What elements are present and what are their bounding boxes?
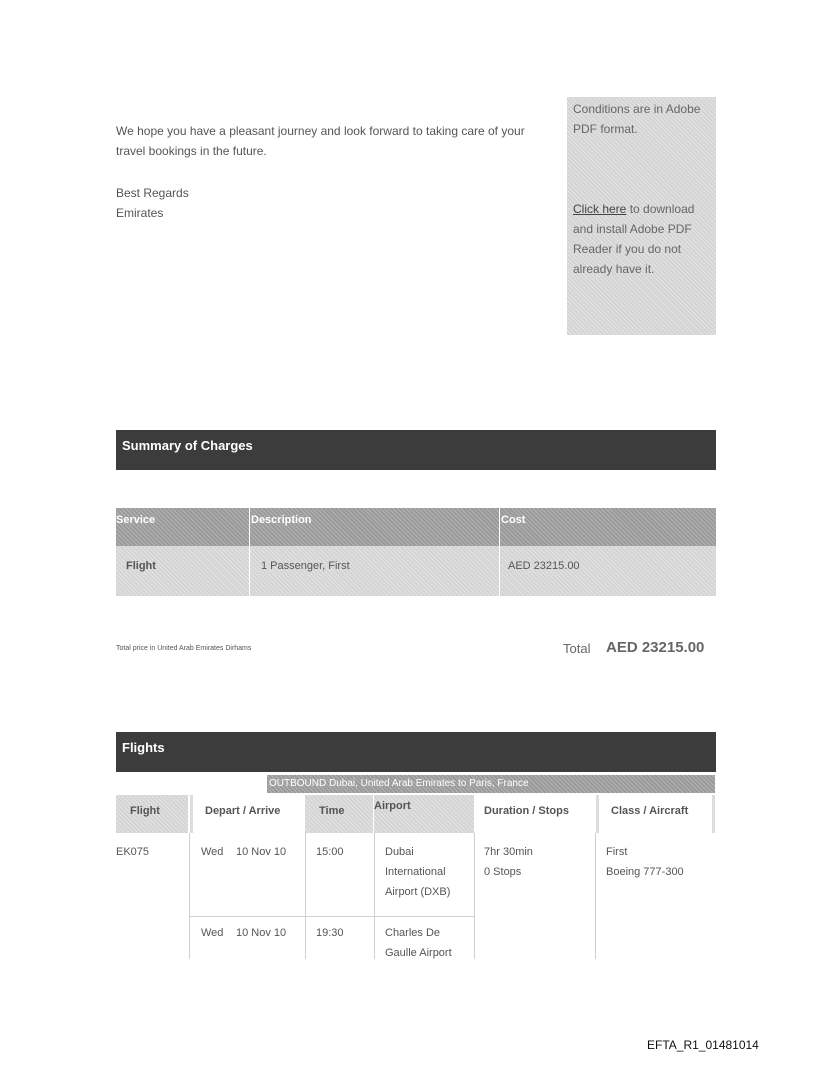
class-aircraft: First Boeing 777-300 [606,846,684,878]
arrive-time: 19:30 [316,927,344,939]
charges-row [116,546,716,596]
row-cost: AED 23215.00 [508,560,580,572]
letter-body [116,121,546,223]
conditions-text: PDF format. [573,122,638,136]
header-airport: Airport [374,795,474,833]
charges-header-row [116,508,716,546]
header-description: Description [251,514,312,526]
row-description: 1 Passenger, First [261,560,350,572]
header-depart-arrive: Depart / Arrive [190,795,302,833]
document-id: EFTA_R1_01481014 [647,1038,759,1052]
header-service: Service [116,514,156,526]
total-label: Total [563,641,591,656]
letter-line: We hope you have a pleasant journey and look forward to taking care of your [116,124,525,138]
flights-title: Flights [122,740,165,755]
charges-table [116,508,716,596]
arrive-airport: Charles De Gaulle Airport [385,927,452,959]
header-cost: Cost [501,514,526,526]
header-duration: Duration / Stops [484,805,569,817]
depart-time: 15:00 [316,846,344,858]
flights-header-bar [116,732,716,772]
total-value: AED 23215.00 [606,639,705,656]
letter-signature: Emirates [116,206,164,220]
conditions-text: Conditions are in Adobe [573,102,701,116]
total-price-note: Total price in United Arab Emirates Dirhams [116,645,252,652]
download-text: Reader if you do not [573,242,682,256]
letter-line: travel bookings in the future. [116,144,267,158]
conditions-box [567,97,716,335]
flight-number: EK075 [116,846,150,858]
depart-airport: Dubai International Airport (DXB) [385,846,451,898]
summary-title: Summary of Charges [122,438,253,453]
depart-day: Wed [201,846,224,858]
download-text: already have it. [573,262,655,276]
download-link[interactable]: Click here [573,202,627,216]
letter-regards: Best Regards [116,186,189,200]
arrive-day: Wed [201,927,224,939]
header-time: Time [305,795,373,833]
header-class: Class / Aircraft [596,795,715,833]
download-text: and install Adobe PDF [573,222,692,236]
arrive-date: 10 Nov 10 [236,927,287,939]
summary-header-bar [116,430,716,470]
download-text: to download [626,202,695,216]
outbound-route: OUTBOUND Dubai, United Arab Emirates to Paris, France [267,775,715,793]
duration-stops: 7hr 30min 0 Stops [484,846,533,878]
depart-date: 10 Nov 10 [236,846,287,858]
header-flight: Flight [116,795,188,833]
row-service: Flight [126,560,156,572]
